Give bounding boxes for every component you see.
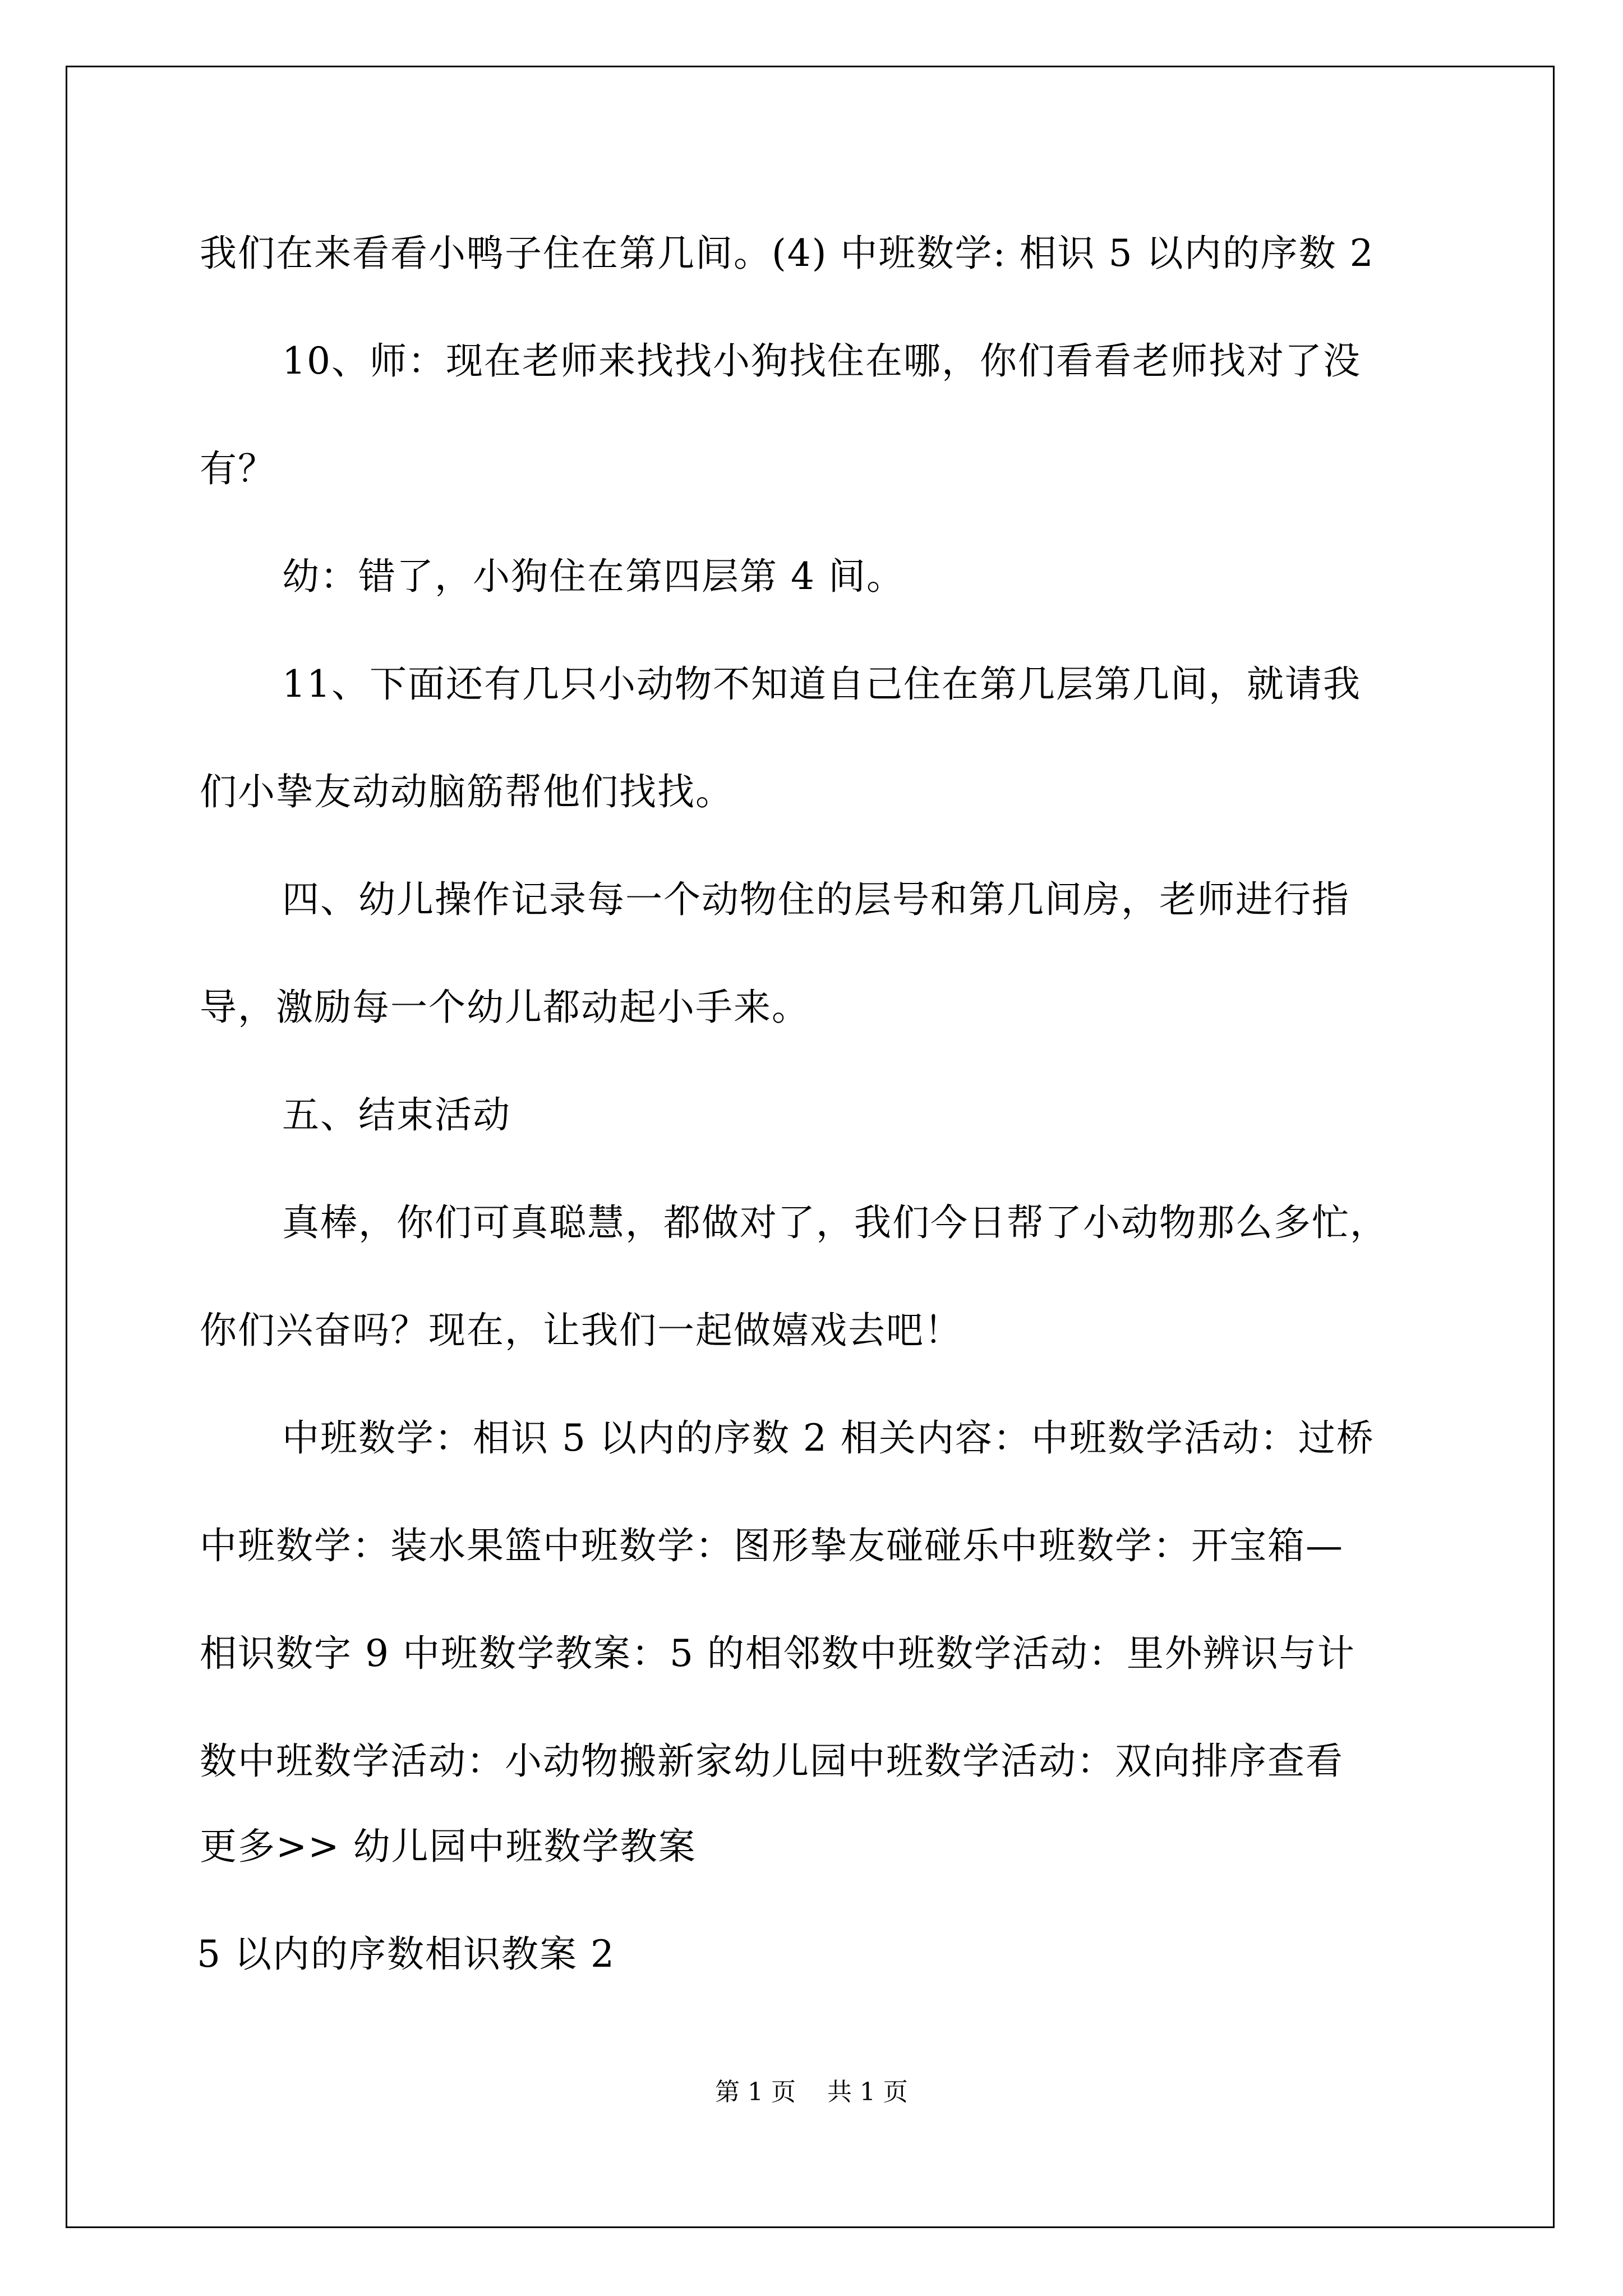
text-line-6: 们小挚友动动脑筋帮他们找找。	[200, 770, 734, 813]
text-line-17: 5 以内的序数相识教案 2	[197, 1932, 615, 1976]
text-line-1: 我们在来看看小鸭子住在第几间。(4) 中班数学: 相识 5 以内的序数 2	[200, 232, 1375, 275]
text-line-10: 真棒，你们可真聪慧，都做对了，我们今日帮了小动物那么多忙，	[282, 1201, 1388, 1244]
text-line-5: 11、下面还有几只小动物不知道自己住在第几层第几间，就请我	[282, 662, 1361, 706]
page-frame	[66, 66, 1555, 2228]
text-line-2: 10、师：现在老师来找找小狗找住在哪，你们看看老师找对了没	[282, 339, 1361, 383]
text-line-9: 五、结束活动	[282, 1093, 511, 1137]
text-line-16: 更多>> 幼儿园中班数学教案	[200, 1825, 697, 1868]
text-line-8: 导，激励每一个幼儿都动起小手来。	[200, 986, 810, 1029]
text-line-7: 四、幼儿操作记录每一个动物住的层号和第几间房，老师进行指	[282, 878, 1350, 921]
text-line-12: 中班数学：相识 5 以内的序数 2 相关内容：中班数学活动：过桥	[282, 1416, 1375, 1460]
text-line-15: 数中班数学活动：小动物搬新家幼儿园中班数学活动：双向排序查看	[200, 1740, 1344, 1783]
text-line-11: 你们兴奋吗？现在，让我们一起做嬉戏去吧！	[200, 1309, 962, 1352]
text-line-4: 幼：错了，小狗住在第四层第 4 间。	[282, 555, 905, 598]
page-number-footer: 第 1 页 共 1 页	[715, 2078, 908, 2106]
text-line-14: 相识数字 9 中班数学教案：5 的相邻数中班数学活动：里外辨识与计	[200, 1632, 1355, 1675]
text-line-13: 中班数学：装水果篮中班数学：图形挚友碰碰乐中班数学：开宝箱—	[200, 1524, 1344, 1567]
text-line-3: 有？	[200, 447, 276, 490]
